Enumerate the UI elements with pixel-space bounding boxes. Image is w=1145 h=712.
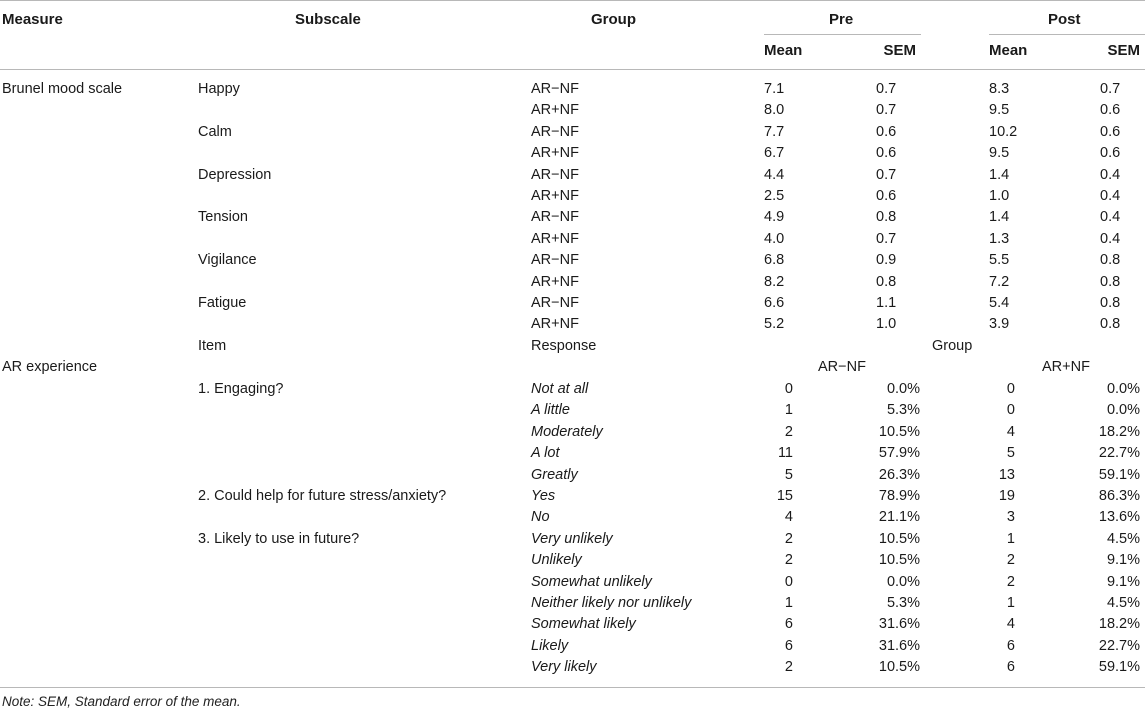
ar-group-b-count: 5 (1006, 445, 1015, 462)
mood-post-mean: 1.3 (989, 230, 1010, 247)
ar-group-b-label: AR+NF (1042, 359, 1090, 375)
mood-post-mean: 3.9 (989, 316, 1010, 333)
mood-post-sem: 0.4 (1100, 209, 1121, 226)
ar-group-b-count: 0 (1006, 381, 1015, 397)
table-top-rule (0, 0, 1145, 1)
ar-group-b-count: 1 (1006, 530, 1015, 547)
mood-pre-mean: 8.0 (764, 102, 785, 119)
ar-item: 2. Could help for future stress/anxiety? (198, 488, 447, 504)
mood-post-mean: 1.0 (989, 188, 1010, 204)
mood-post-sem: 0.6 (1100, 145, 1121, 162)
ar-group-b-percent: 9.1% (1106, 573, 1140, 590)
ar-group-b-percent: 9.1% (1106, 552, 1140, 569)
mood-group: AR+NF (531, 230, 579, 247)
mood-pre-sem: 0.6 (876, 145, 897, 162)
header-post-mean: Mean (989, 42, 1028, 59)
ar-group-b-count: 1 (1006, 595, 1015, 611)
ar-response: No (531, 509, 550, 526)
mood-pre-sem: 0.7 (876, 102, 897, 119)
mood-pre-mean: 2.5 (764, 188, 785, 204)
ar-group-a-count: 15 (776, 488, 793, 504)
ar-response: Not at all (531, 381, 589, 397)
mood-pre-mean: 4.4 (764, 166, 785, 183)
ar-group-b-count: 2 (1006, 552, 1015, 569)
ar-group-a-percent: 26.3% (878, 466, 920, 483)
mood-pre-sem: 1.0 (876, 316, 897, 333)
mood-group: AR−NF (531, 166, 579, 183)
mood-subscale: Happy (198, 81, 240, 97)
ar-group-a-percent: 5.3% (886, 402, 920, 419)
ar-group-b-percent: 13.6% (1098, 509, 1140, 526)
ar-group-a-percent: 21.1% (878, 509, 920, 526)
mood-pre-mean: 5.2 (764, 316, 785, 333)
response-header: Response (531, 338, 597, 354)
ar-group-b-count: 4 (1006, 616, 1015, 633)
table-note: Note: SEM, Standard error of the mean. (2, 694, 241, 709)
ar-group-b-percent: 4.5% (1106, 530, 1140, 547)
mood-pre-mean: 4.9 (764, 209, 785, 226)
mood-pre-mean: 7.7 (764, 123, 785, 140)
ar-group-a-count: 1 (784, 595, 793, 611)
mood-group: AR+NF (531, 188, 579, 204)
ar-group-a-percent: 31.6% (878, 616, 920, 633)
ar-group-b-percent: 22.7% (1098, 637, 1140, 654)
ar-measure-label: AR experience (2, 359, 98, 375)
ar-group-a-count: 2 (784, 423, 793, 440)
mood-group: AR+NF (531, 102, 579, 119)
ar-response: A little (531, 402, 570, 419)
mood-post-sem: 0.8 (1100, 295, 1121, 311)
mood-post-sem: 0.8 (1100, 273, 1121, 290)
header-pre-mean: Mean (764, 42, 803, 59)
ar-group-a-percent: 0.0% (886, 573, 920, 590)
ar-group-b-count: 6 (1006, 659, 1015, 676)
ar-response: Somewhat unlikely (531, 573, 652, 590)
ar-group-a-count: 2 (784, 552, 793, 569)
ar-group-b-percent: 59.1% (1098, 466, 1140, 483)
ar-response: Neither likely nor unlikely (531, 595, 692, 611)
ar-group-a-count: 6 (784, 616, 793, 633)
ar-group-a-count: 0 (784, 381, 793, 397)
mood-pre-mean: 6.6 (764, 295, 785, 311)
mood-post-mean: 9.5 (989, 145, 1010, 162)
mood-pre-mean: 4.0 (764, 230, 785, 247)
ar-item: 1. Engaging? (198, 381, 284, 397)
ar-response: A lot (531, 445, 560, 462)
mood-post-mean: 7.2 (989, 273, 1010, 290)
ar-group-b-count: 13 (998, 466, 1015, 483)
ar-group-a-percent: 0.0% (886, 381, 920, 397)
ar-group-a-count: 0 (784, 573, 793, 590)
header-subscale: Subscale (295, 11, 361, 28)
ar-response: Unlikely (531, 552, 582, 569)
mood-post-sem: 0.7 (1100, 81, 1121, 97)
ar-group-a-percent: 10.5% (878, 659, 920, 676)
mood-subscale: Vigilance (198, 252, 257, 269)
ar-item: 3. Likely to use in future? (198, 530, 360, 547)
mood-post-sem: 0.4 (1100, 188, 1121, 204)
ar-group-b-percent: 4.5% (1106, 595, 1140, 611)
mood-pre-sem: 0.8 (876, 209, 897, 226)
ar-response: Moderately (531, 423, 603, 440)
ar-group-b-percent: 22.7% (1098, 445, 1140, 462)
header-bottom-rule (0, 69, 1145, 70)
mood-pre-sem: 0.7 (876, 230, 897, 247)
ar-group-a-count: 2 (784, 659, 793, 676)
ar-group-b-count: 3 (1006, 509, 1015, 526)
header-post-sem: SEM (1107, 42, 1140, 59)
mood-post-sem: 0.8 (1100, 316, 1121, 333)
ar-group-b-percent: 0.0% (1106, 381, 1140, 397)
ar-group-b-percent: 0.0% (1106, 402, 1140, 419)
ar-group-a-count: 11 (777, 445, 793, 462)
ar-group-a-percent: 10.5% (878, 552, 920, 569)
header-pre: Pre (829, 11, 854, 28)
ar-group-b-percent: 18.2% (1098, 616, 1140, 633)
ar-group-b-count: 4 (1006, 423, 1015, 440)
mood-group: AR−NF (531, 252, 579, 269)
ar-response: Somewhat likely (531, 616, 636, 633)
ar-group-a-percent: 5.3% (886, 595, 920, 611)
mood-post-sem: 0.4 (1100, 166, 1121, 183)
mood-subscale: Depression (198, 166, 272, 183)
header-measure: Measure (2, 11, 63, 28)
ar-response: Very unlikely (531, 530, 613, 547)
mood-post-mean: 10.2 (989, 123, 1018, 140)
mood-subscale: Calm (198, 123, 232, 140)
mood-measure-label: Brunel mood scale (2, 81, 123, 97)
header-group: Group (591, 11, 636, 28)
mood-post-mean: 9.5 (989, 102, 1010, 119)
header-pre-sem: SEM (883, 42, 916, 59)
mood-subscale: Fatigue (198, 295, 247, 311)
mood-pre-mean: 6.8 (764, 252, 785, 269)
ar-group-a-label: AR−NF (818, 359, 866, 375)
mood-group: AR+NF (531, 145, 579, 162)
ar-group-b-percent: 59.1% (1098, 659, 1140, 676)
mood-subscale: Tension (198, 209, 248, 226)
mood-group: AR−NF (531, 209, 579, 226)
mood-pre-sem: 0.7 (876, 81, 897, 97)
mood-post-sem: 0.4 (1100, 230, 1121, 247)
mood-post-mean: 5.5 (989, 252, 1010, 269)
ar-group-a-percent: 10.5% (878, 530, 920, 547)
mood-group: AR−NF (531, 295, 579, 311)
ar-group-b-percent: 18.2% (1098, 423, 1140, 440)
post-span-rule (989, 34, 1145, 35)
mood-post-mean: 8.3 (989, 81, 1010, 97)
mood-pre-sem: 0.8 (876, 273, 897, 290)
mood-group: AR+NF (531, 316, 579, 333)
mood-pre-mean: 7.1 (764, 81, 785, 97)
mood-pre-mean: 6.7 (764, 145, 785, 162)
ar-group-a-percent: 57.9% (878, 445, 920, 462)
mood-pre-mean: 8.2 (764, 273, 785, 290)
ar-response: Likely (531, 637, 569, 654)
mood-group: AR+NF (531, 273, 579, 290)
mood-post-mean: 1.4 (989, 166, 1010, 183)
pre-span-rule (764, 34, 921, 35)
ar-response: Yes (531, 488, 556, 504)
mood-pre-sem: 0.6 (876, 123, 897, 140)
header-post: Post (1048, 11, 1081, 28)
ar-group-b-count: 19 (998, 488, 1015, 504)
mood-post-sem: 0.6 (1100, 102, 1121, 119)
mood-group: AR−NF (531, 123, 579, 140)
ar-response: Very likely (531, 659, 597, 676)
mood-post-sem: 0.6 (1100, 123, 1121, 140)
mood-pre-sem: 1.1 (876, 295, 897, 311)
ar-group-b-percent: 86.3% (1098, 488, 1140, 504)
item-header: Item (198, 338, 227, 354)
mood-pre-sem: 0.9 (876, 252, 897, 269)
ar-group-b-count: 0 (1006, 402, 1015, 419)
mood-pre-sem: 0.7 (876, 166, 897, 183)
ar-group-a-percent: 78.9% (878, 488, 920, 504)
ar-group-a-count: 4 (784, 509, 793, 526)
ar-group-b-count: 6 (1006, 637, 1015, 654)
ar-group-a-percent: 10.5% (878, 423, 920, 440)
mood-post-sem: 0.8 (1100, 252, 1121, 269)
ar-group-a-count: 6 (784, 637, 793, 654)
ar-response: Greatly (531, 466, 578, 483)
ar-group-a-count: 2 (784, 530, 793, 547)
ar-group-a-count: 1 (784, 402, 793, 419)
ar-group-b-count: 2 (1006, 573, 1015, 590)
mood-post-mean: 1.4 (989, 209, 1010, 226)
mood-group: AR−NF (531, 81, 579, 97)
ar-group-a-count: 5 (784, 466, 793, 483)
table-bottom-rule (0, 687, 1145, 688)
ar-group-a-percent: 31.6% (878, 637, 920, 654)
mood-post-mean: 5.4 (989, 295, 1010, 311)
mood-pre-sem: 0.6 (876, 188, 897, 204)
ar-group-header: Group (932, 338, 973, 354)
